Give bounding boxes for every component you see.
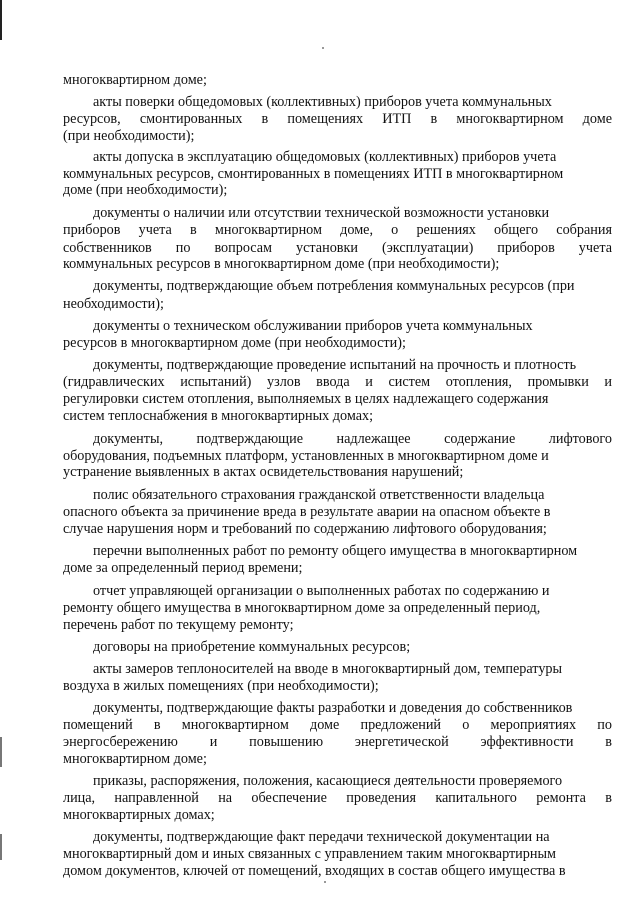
text-line: многоквартирный дом и иных связанных с управлением таким многоквартирным — [63, 846, 556, 862]
text-line: (гидравлических испытаний) узлов ввода и систем отопления, промывки и — [63, 374, 612, 390]
scan-edge-mark — [0, 737, 2, 767]
text-line: приказы, распоряжения, положения, касающиеся деятельности проверяемого — [93, 773, 563, 789]
text-line: многоквартирных домах; — [63, 807, 215, 823]
text-line: необходимости); — [63, 296, 164, 312]
text-line: доме за определенный период времени; — [63, 560, 303, 576]
text-line: многоквартирном доме; — [63, 72, 207, 88]
text-line: устранение выявленных в актах освидетельствования нарушений; — [63, 464, 464, 480]
text-line: случае нарушения норм и требований по содержанию лифтового оборудования; — [63, 521, 547, 537]
text-line: отчет управляющей организации о выполненных работах по содержанию и — [93, 583, 550, 599]
text-line: документы, подтверждающие факты разработки и доведения до собственников — [93, 700, 573, 716]
text-line: перечень работ по текущему ремонту; — [63, 617, 294, 633]
scan-speck — [324, 881, 326, 883]
text-line: акты допуска в эксплуатацию общедомовых (коллективных) приборов учета — [93, 149, 557, 165]
text-line: домом документов, ключей от помещений, входящих в состав общего имущества в — [63, 863, 566, 879]
text-line: полис обязательного страхования гражданской ответственности владельца — [93, 487, 545, 503]
text-line: документы, подтверждающие объем потребления коммунальных ресурсов (при — [93, 278, 575, 294]
text-line: опасного объекта за причинение вреда в результате аварии на опасном объекте в — [63, 504, 551, 520]
text-line: приборов учета в многоквартирном доме, о решениях общего собрания — [63, 222, 612, 238]
text-line: оборудования, подъемных платформ, установленных в многоквартирном доме и — [63, 448, 549, 464]
text-line: документы, подтверждающие проведение испытаний на прочность и плотность — [93, 357, 577, 373]
text-line: перечни выполненных работ по ремонту общего имущества в многоквартирном — [93, 543, 578, 559]
text-line: лица, направленной на обеспечение проведения капитального ремонта в — [63, 790, 612, 806]
text-line: документы, подтверждающие надлежащее содержание лифтового — [93, 431, 612, 447]
text-line: договоры на приобретение коммунальных ресурсов; — [93, 639, 411, 655]
scan-edge-mark — [0, 0, 2, 40]
text-line: регулировки систем отопления, выполняемых в целях надлежащего содержания — [63, 391, 549, 407]
text-line: доме (при необходимости); — [63, 182, 228, 198]
text-line: ремонту общего имущества в многоквартирном доме за определенный период, — [63, 600, 541, 616]
text-line: документы о наличии или отсутствии технической возможности установки — [93, 205, 550, 221]
scan-speck — [322, 47, 324, 49]
text-line: документы о техническом обслуживании приборов учета коммунальных — [93, 318, 533, 334]
text-line: акты замеров теплоносителей на вводе в многоквартирный дом, температуры — [93, 661, 563, 677]
text-line: (при необходимости); — [63, 128, 195, 144]
text-line: документы, подтверждающие факт передачи технической документации на — [93, 829, 550, 845]
text-line: акты поверки общедомовых (коллективных) приборов учета коммунальных — [93, 94, 552, 110]
text-line: собственников по вопросам установки (эксплуатации) приборов учета — [63, 240, 612, 256]
text-line: ресурсов, смонтированных в помещениях ИТП в многоквартирном доме — [63, 111, 612, 127]
scan-edge-mark — [0, 834, 2, 860]
text-line: коммунальных ресурсов в многоквартирном доме (при необходимости); — [63, 256, 500, 272]
text-line: многоквартирном доме; — [63, 751, 207, 767]
text-line: воздуха в жилых помещениях (при необходимости); — [63, 678, 379, 694]
text-line: энергосбережению и повышению энергетической эффективности в — [63, 734, 612, 750]
text-line: систем теплоснабжения в многоквартирных домах; — [63, 408, 374, 424]
text-line: помещений в многоквартирном доме предложений о мероприятиях по — [63, 717, 612, 733]
text-line: коммунальных ресурсов, смонтированных в помещениях ИТП в многоквартирном — [63, 166, 564, 182]
text-line: ресурсов в многоквартирном доме (при необходимости); — [63, 335, 406, 351]
